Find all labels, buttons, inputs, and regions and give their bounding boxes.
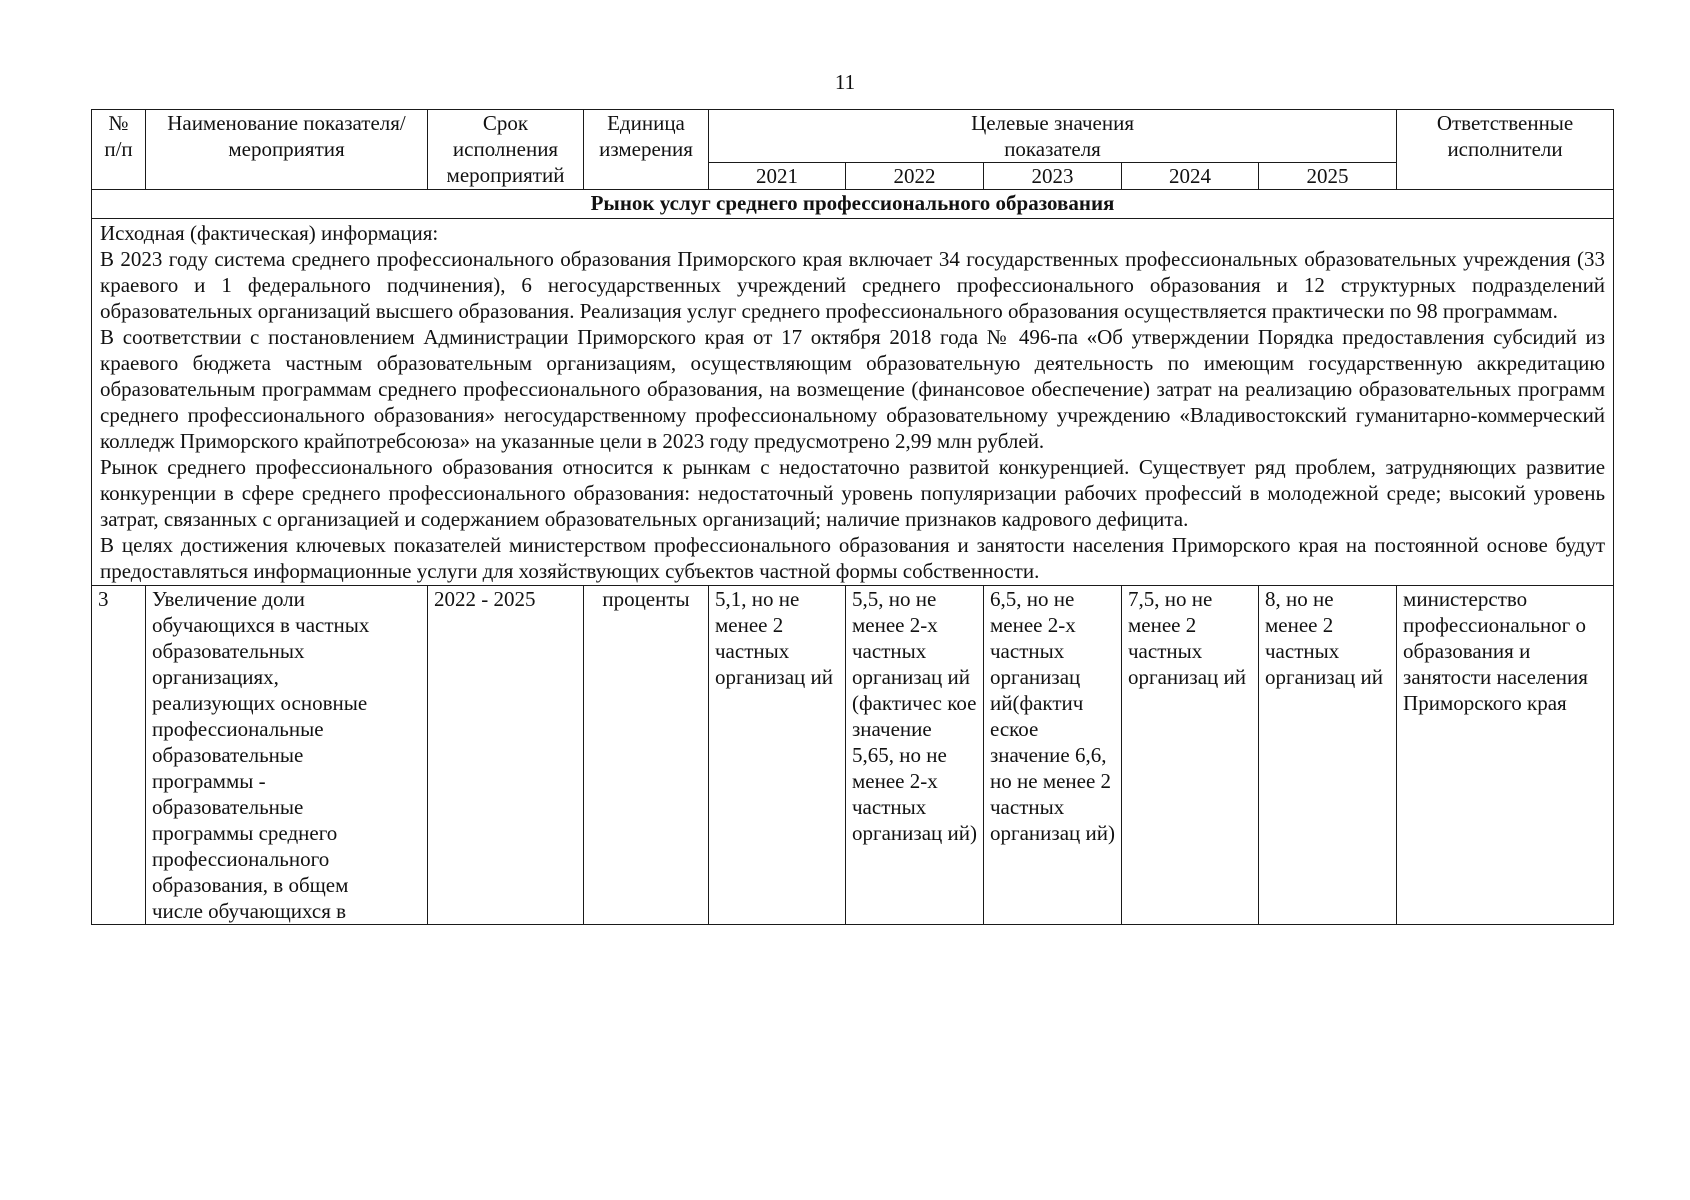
value-line: ий (1223, 665, 1246, 689)
responsible-line: Приморского края (1403, 691, 1567, 715)
row-value-2022 (846, 586, 984, 925)
row-name-line: профессиональные (152, 717, 324, 741)
row-name-line: Увеличение доли (152, 587, 305, 611)
value-line: организац (1128, 665, 1219, 689)
row-deadline: 2022 - 2025 (428, 586, 584, 925)
value-line: менее 2 (1042, 769, 1112, 793)
value-line: организац (990, 665, 1081, 689)
value-line: менее 2-х (852, 613, 938, 637)
header-num: № п/п (92, 110, 146, 190)
row-name-line: образовательных (152, 639, 305, 663)
row-name-line: программы - (152, 769, 266, 793)
header-unit: Единица измерения (584, 110, 709, 190)
indicators-table (91, 109, 1614, 925)
header-year-2025: 2025 (1259, 163, 1397, 190)
value-line: кое (947, 691, 977, 715)
row-name-line: программы среднего (152, 821, 338, 845)
value-line: 6,6, но не (990, 743, 1107, 793)
row-name-line: профессионального (152, 847, 330, 871)
responsible-line: профессиональног (1403, 613, 1571, 637)
value-line: 8, но не (1265, 587, 1334, 611)
value-line: организац (715, 665, 806, 689)
value-line: организац (1265, 665, 1356, 689)
info-paragraph-4: В целях достижения ключевых показателей министерством профессионального образования и занятости населения Приморского края на постоянной основе будут предоставляться информационные услуги для хозяйствующих субъектов частной формы собственности. (100, 533, 1606, 583)
info-paragraph-3: Рынок среднего профессионального образования относится к рынкам с недостаточно развитой конкуренцией. Существует ряд проблем, затрудняющих развитие конкуренции в сфере среднего профессионального образования: недостаточный уровень популяризации рабочих профессий в молодежной среде; высокий уровень затрат, связанных с организацией и содержанием образовательных организаций; наличие признаков кадрового дефицита. (100, 455, 1606, 531)
responsible-line: занятости (1403, 665, 1492, 689)
header-responsible: Ответственные исполнители (1397, 110, 1614, 190)
value-line: менее 2 (1265, 613, 1334, 637)
value-line: 6,5, но не (990, 587, 1075, 611)
value-line: значение (990, 743, 1070, 767)
info-paragraph-1: В 2023 году система среднего профессионального образования Приморского края включает 34 государственных профессиональных образовательных учреждения (33 краевого и 1 федерального подчинения), 6 негосударственных учреждений среднего профессионального образования и 12 структурных подразделений образовательных организаций высшего образования. Реализация услуг среднего профессионального образования осуществляется практически по 98 программам. (100, 247, 1606, 323)
row-num: 3 (92, 586, 146, 925)
responsible-line: министерство (1403, 587, 1528, 611)
header-name: Наименование показателя/мероприятия (146, 110, 428, 190)
header-deadline: Срок исполнения мероприятий (428, 110, 584, 190)
row-responsible (1397, 586, 1614, 925)
row-value-2024 (1122, 586, 1259, 925)
header-target: Целевые значения показателя (709, 110, 1397, 163)
section-row (92, 190, 1614, 219)
row-value-2021 (709, 586, 846, 925)
header-year-2024: 2024 (1122, 163, 1259, 190)
value-line: частных (715, 639, 790, 663)
value-line: организац (990, 821, 1081, 845)
value-line: менее 2-х (852, 769, 938, 793)
table-row (92, 586, 1614, 925)
value-line: ий) (1085, 821, 1115, 845)
section-title: Рынок услуг среднего профессионального образования (92, 190, 1614, 219)
info-row (92, 219, 1614, 586)
value-line: ий (947, 665, 970, 689)
header-year-2023: 2023 (984, 163, 1122, 190)
row-name-line: числе обучающихся в (152, 899, 347, 923)
page-number: 11 (834, 70, 856, 94)
value-line: частных (852, 795, 927, 819)
value-line: (фактичес (852, 691, 942, 715)
value-line: 5,5, но не (852, 587, 937, 611)
header-row-1 (92, 110, 1614, 163)
info-cell (92, 219, 1614, 586)
value-line: менее 2-х (990, 613, 1076, 637)
info-paragraph-2: В соответствии с постановлением Администрации Приморского края от 17 октября 2018 года № 496-па «Об утверждении Порядка предоставления субсидий из краевого бюджета частным образовательным организациям, осуществляющим образовательную деятельность по имеющим государственную аккредитацию образовательным программам среднего профессионального образования, на возмещение (финансовое обеспечение) затрат на реализацию образовательных программ среднего профессионального образования» негосударственному профессиональному образовательному учреждению «Владивостокский гуманитарно-коммерческий колледж Приморского крайпотребсоюза» на указанные цели в 2023 году предусмотрено 2,99 млн рублей. (100, 325, 1606, 453)
info-heading: Исходная (фактическая) информация: (100, 221, 439, 245)
value-line: частных (1128, 639, 1203, 663)
value-line: организац (852, 665, 943, 689)
responsible-line: населения (1496, 665, 1588, 689)
row-name-line: организациях, (152, 665, 279, 689)
value-line: ий (1360, 665, 1383, 689)
row-name-line: реализующих основные (152, 691, 368, 715)
value-line: ий(фактич (990, 691, 1084, 715)
value-line: частных (852, 639, 927, 663)
value-line: значение (852, 717, 932, 741)
value-line: 5,1, но не (715, 587, 800, 611)
row-name (146, 586, 428, 925)
value-line: ий) (947, 821, 977, 845)
row-name-line: обучающихся в частных (152, 613, 370, 637)
row-value-2023 (984, 586, 1122, 925)
responsible-line: о образования и (1403, 613, 1587, 663)
value-line: еское (990, 717, 1039, 741)
value-line: организац (852, 821, 943, 845)
value-line: 5,65, но не (852, 743, 947, 767)
row-value-2025 (1259, 586, 1397, 925)
value-line: частных (990, 639, 1065, 663)
value-line: ий (810, 665, 833, 689)
value-line: 7,5, но не (1128, 587, 1213, 611)
value-line: менее 2 (1128, 613, 1197, 637)
row-name-line: образования, в общем (152, 873, 349, 897)
value-line: частных (990, 795, 1065, 819)
row-name-line: образовательные (152, 743, 304, 767)
header-year-2021: 2021 (709, 163, 846, 190)
row-unit: проценты (584, 586, 709, 925)
header-year-2022: 2022 (846, 163, 984, 190)
value-line: частных (1265, 639, 1340, 663)
row-name-line: образовательные (152, 795, 304, 819)
value-line: менее 2 (715, 613, 784, 637)
